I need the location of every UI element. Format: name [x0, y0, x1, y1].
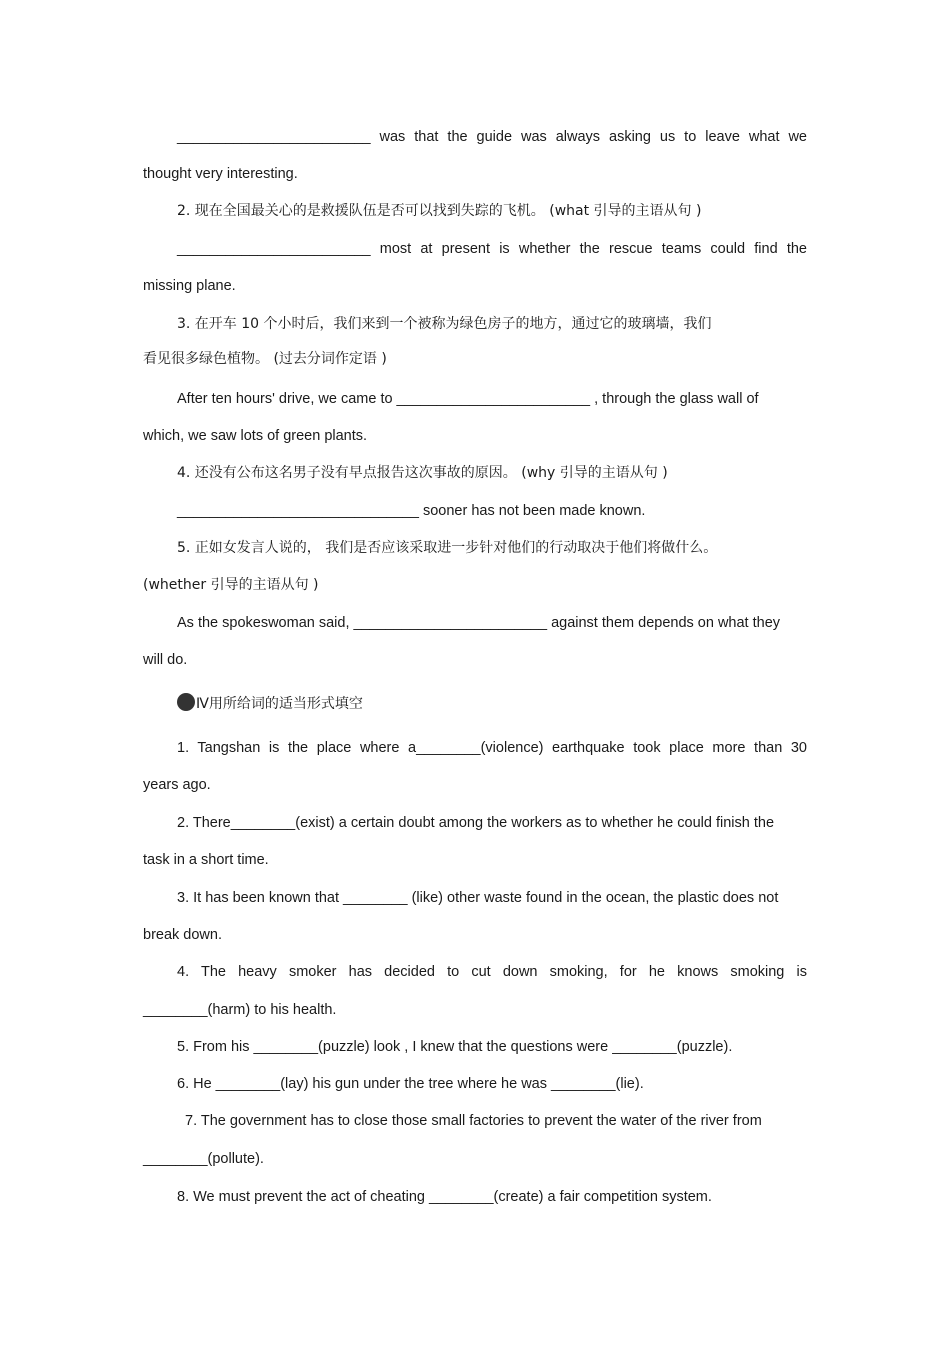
- translation-3-prompt: 3. 在开车 10 个小时后，我们来到一个被称为绿色房子的地方，通过它的玻璃墙，我们: [177, 316, 712, 332]
- fill-7-continuation: ________(pollute).: [143, 1151, 264, 1167]
- fill-1-continuation: years ago.: [143, 777, 211, 793]
- translation-5-continuation: will do.: [143, 652, 188, 668]
- translation-3-continuation: which, we saw lots of green plants.: [143, 428, 368, 444]
- fill-2-continuation: task in a short time.: [143, 852, 269, 868]
- fill-2-line: 2. There________(exist) a certain doubt among the workers as to whether he could finish the: [177, 815, 775, 831]
- fill-4-continuation: ________(harm) to his health.: [143, 1002, 337, 1018]
- fill-8-line: 8. We must prevent the act of cheating ________(create) a fair competition system.: [177, 1189, 712, 1205]
- fill-7-line: 7. The government has to close those small factories to prevent the water of the river from: [185, 1113, 762, 1129]
- translation-4-answer-line: ______________________________ sooner has not been made known.: [177, 503, 646, 519]
- fill-4-line: 4. The heavy smoker has decided to cut down smoking, for he knows smoking is: [177, 964, 807, 980]
- translation-2-prompt: 2. 现在全国最关心的是救援队伍是否可以找到失踪的飞机。 (what 引导的主语从句 ): [177, 203, 702, 219]
- fill-3-line: 3. It has been known that ________ (like) other waste found in the ocean, the plastic does not: [177, 890, 779, 906]
- section-iv-heading: [177, 693, 807, 714]
- translation-3-prompt-continuation: 看见很多绿色植物。 (过去分词作定语 ): [143, 351, 387, 367]
- translation-3-answer-line: After ten hours' drive, we came to ________________________ , through the glass wall of: [177, 391, 759, 407]
- translation-1-answer-line: ________________________ was that the guide was always asking us to leave what we: [177, 129, 807, 145]
- translation-2-answer-line: ________________________ most at present is whether the rescue teams could find the: [177, 241, 807, 257]
- translation-4-prompt: 4. 还没有公布这名男子没有早点报告这次事故的原因。 (why 引导的主语从句 ): [177, 465, 668, 481]
- translation-5-prompt: 5. 正如女发言人说的， 我们是否应该采取进一步针对他们的行动取决于他们将做什么。: [177, 540, 718, 556]
- section-bullet-icon: [177, 693, 195, 711]
- fill-1-line: 1. Tangshan is the place where a________(violence) earthquake took place more than 30: [177, 740, 807, 756]
- translation-5-answer-line: As the spokeswoman said, ________________________ against them depends on what they: [177, 615, 781, 631]
- section-iv-title: Ⅳ用所给词的适当形式填空: [196, 696, 363, 712]
- fill-6-line: 6. He ________(lay) his gun under the tree where he was ________(lie).: [177, 1076, 644, 1092]
- translation-5-prompt-continuation: (whether 引导的主语从句 ): [143, 577, 319, 593]
- translation-2-continuation: missing plane.: [143, 278, 236, 294]
- fill-3-continuation: break down.: [143, 927, 222, 943]
- translation-1-continuation: thought very interesting.: [143, 166, 298, 182]
- fill-5-line: 5. From his ________(puzzle) look , I knew that the questions were ________(puzzle).: [177, 1039, 733, 1055]
